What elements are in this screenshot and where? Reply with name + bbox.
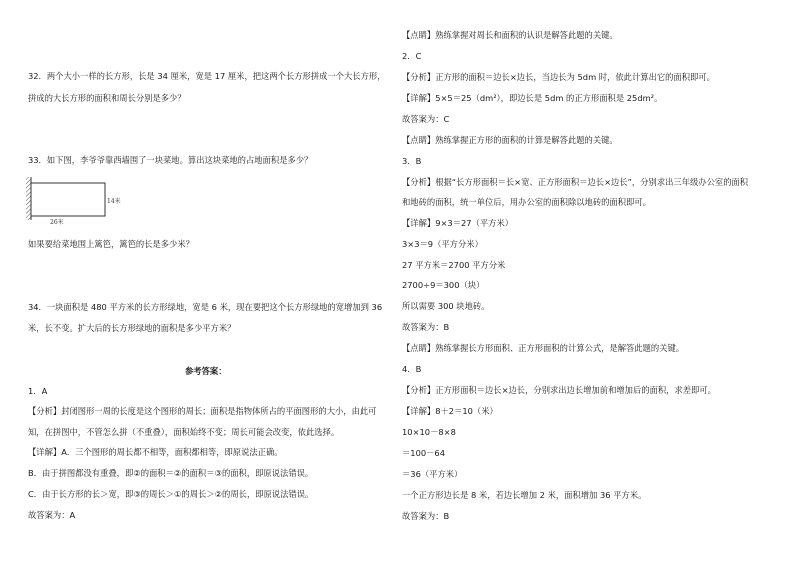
q33-line-2: 如果要给菜地围上篱笆，篱笆的长是多少米？ [28,239,194,249]
answer-line: B．由于拼图都没有重叠，即②的面积＝②的面积＝③的面积，即原说法错误。 [28,468,314,478]
answer-line: 10×10－8×8 [402,427,456,437]
answers-title: 参考答案： [185,366,227,376]
answer-line: 和地砖的面积，统一单位后，用办公室的面积除以地砖的面积即可。 [402,197,651,207]
answer-line: 【分析】封闭图形一周的长度是这个图形的周长；面积是指物体所占的平面图形的大小，由此可 [28,406,377,416]
length-label: 26米 [50,219,64,226]
answer-line: 故答案为：B [402,322,450,332]
answer-line: 故答案为：C [402,114,450,124]
answer-line: 3×3＝9（平方分米） [402,239,483,249]
answer-line: 27 平方米＝2700 平方分米 [402,260,506,270]
width-label: 14米 [107,198,121,205]
answer-line: 【分析】根据“长方形面积＝长×宽、正方形面积＝边长×边长”，分别求出三年级办公室的面积 [402,177,749,187]
q33-line-1: 33．如下图，李爷爷靠西墙围了一块菜地。算出这块菜地的占地面积是多少？ [28,155,313,165]
answer-line: 【详解】5×5＝25（dm²），即边长是 5dm 的正方形面积是 25dm²。 [402,93,663,103]
answer-line: 知，在拼图中，不管怎么拼（不重叠），面积始终不变；周长可能会改变，依此选择。 [28,427,340,437]
q32-line-2: 拼成的大长方形的面积和周长分别是多少？ [28,93,186,103]
answer-line: 2700÷9＝300（块） [402,280,485,290]
answer-line: 一个正方形边长是 8 米，若边长增加 2 米，面积增加 36 平方米。 [402,490,647,500]
answer-line: 【分析】正方形的面积＝边长×边长，当边长为 5dm 时，依此计算出它的面积即可。 [402,72,715,82]
answer-line: 所以需要 300 块地砖。 [402,301,490,311]
answer-line: 故答案为：A [28,510,76,520]
answer-line: 2．C [402,51,422,61]
garden-rectangle [31,183,105,216]
answer-line: 故答案为：B [402,511,450,521]
answer-line: ＝100－64 [402,448,445,458]
west-wall [26,177,31,220]
garden-diagram [26,175,122,227]
answer-line: 【详解】9×3＝27（平方米） [402,218,514,228]
answer-line: 3．B [402,156,422,166]
answer-line: C．由于长方形的长＞宽，即③的周长＞①的周长＞②的周长，即原说法错误。 [28,489,314,499]
q32-line-1: 32．两个大小一样的长方形，长是 34 厘米，宽是 17 厘米，把这两个长方形拼成一个大长方形， [28,71,386,81]
answer-line: ＝36（平方米） [402,469,463,479]
answer-line: 【详解】8＋2＝10（米） [402,406,498,416]
answer-line: 1．A [28,386,48,396]
answer-line: 4．B [402,364,422,374]
answer-line: 【点睛】熟练掌握正方形的面积的计算是解答此题的关键。 [402,135,618,145]
q34-line-1: 34．一块面积是 480 平方米的长方形绿地，宽是 6 米，现在要把这个长方形绿地的宽增加到 36 [28,302,383,312]
answer-line: 【详解】A．三个图形的周长都不相等，面积都相等，即原说法正确。 [28,447,283,457]
answer-line: 【点睛】熟练掌握长方形面积、正方形面积的计算公式，是解答此题的关键。 [402,343,685,353]
answer-line: 【点睛】熟练掌握对周长和面积的认识是解答此题的关键。 [402,30,618,40]
q34-line-2: 米，长不变。扩大后的长方形绿地的面积是多少平方米？ [28,323,236,333]
answer-line: 【分析】正方形面积＝边长×边长，分别求出边长增加前和增加后的面积，求差即可。 [402,385,716,395]
